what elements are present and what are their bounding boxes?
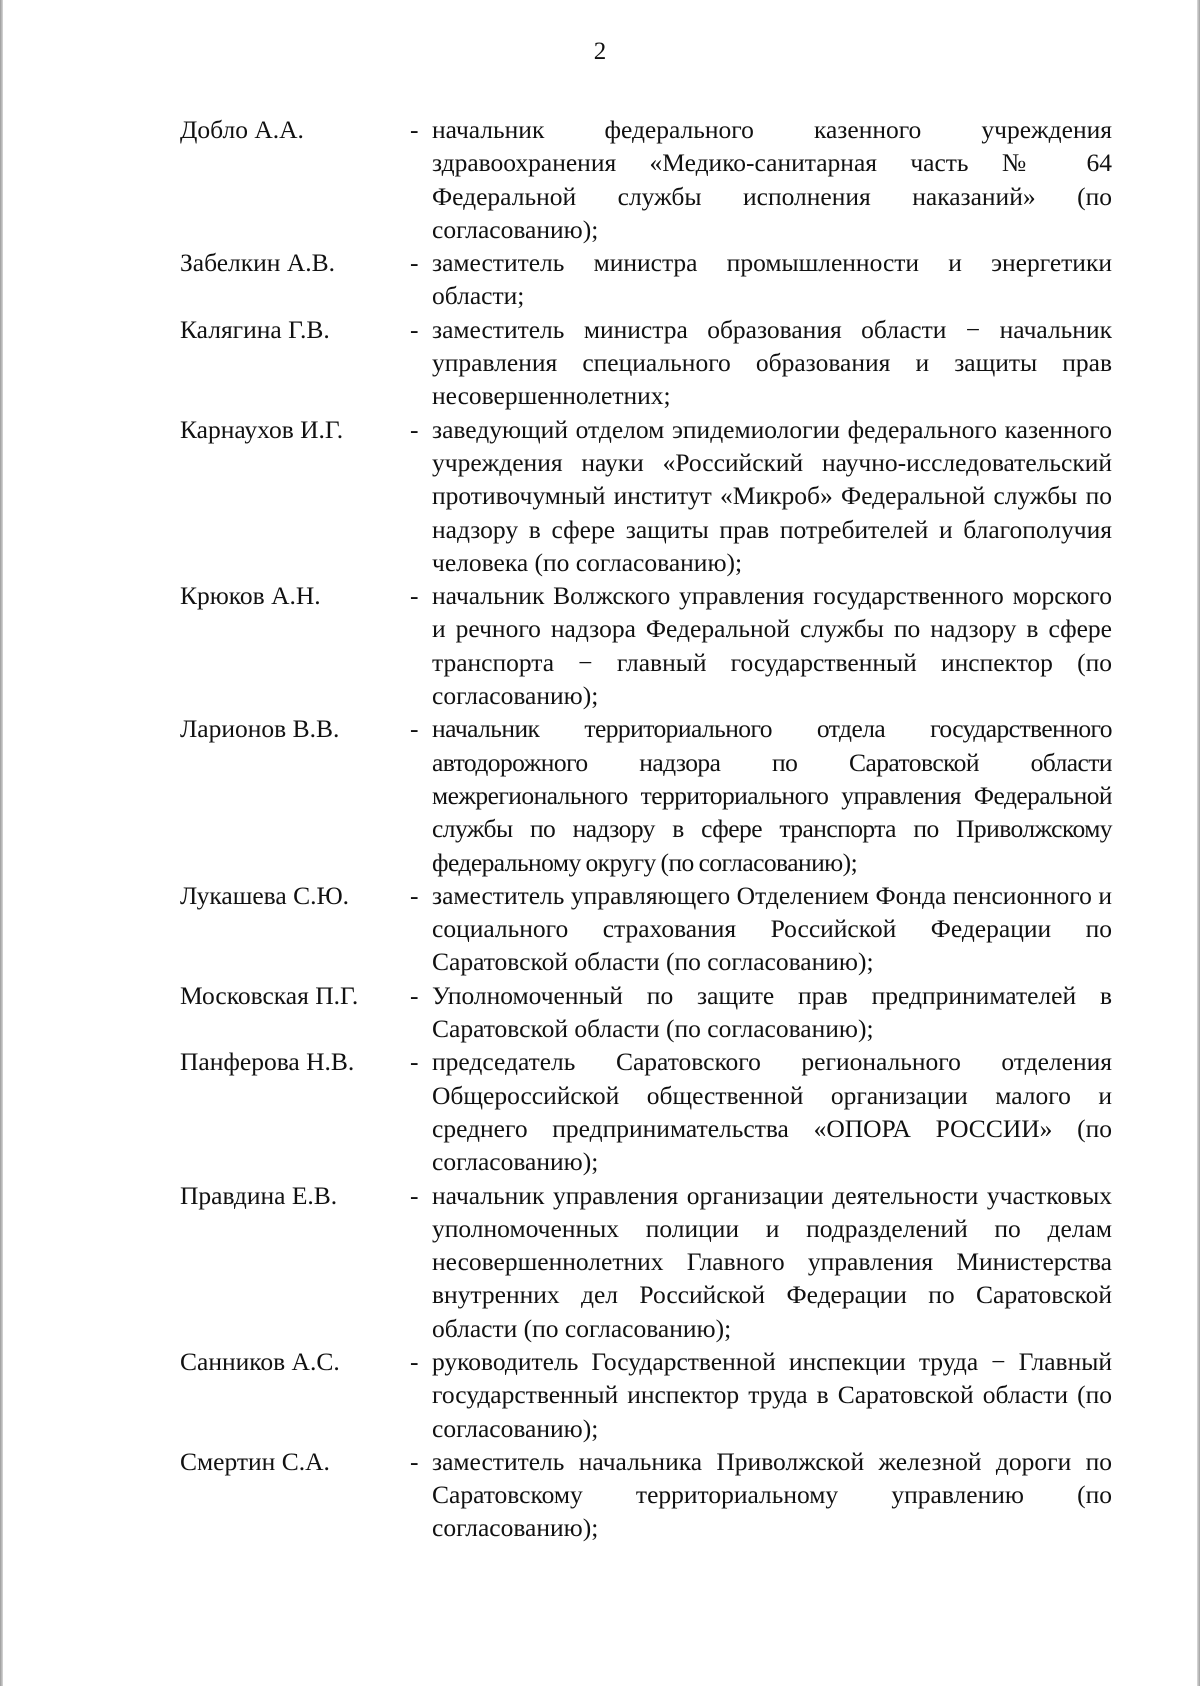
list-item	[180, 979, 1112, 1046]
position-description: начальник федерального казенного учреждения здравоохранения «Медико-санитарная часть № 64 Федеральной службы исполнения наказаний» (по согласованию);	[432, 115, 1112, 244]
person-name: Лукашева С.Ю.	[180, 880, 350, 910]
position-description: заместитель министра промышленности и энергетики области;	[432, 248, 1112, 311]
dash-separator: -	[410, 1446, 419, 1476]
dash-separator: -	[410, 1346, 419, 1376]
position-description: заведующий отделом эпидемиологии федерального казенного учреждения науки «Российский научно-исследовательский противочумный институт «Микроб» Федеральной службы по надзору в сфере защиты прав потребителей и благополучия человека (по согласованию);	[432, 414, 1112, 577]
person-name: Крюков А.Н.	[180, 581, 321, 611]
person-name: Калягина Г.В.	[180, 314, 330, 344]
dash-separator: -	[410, 980, 419, 1010]
dash-separator: -	[410, 414, 419, 444]
person-name: Карнаухов И.Г.	[180, 414, 344, 444]
person-name: Панферова Н.В.	[180, 1047, 355, 1077]
list-item	[180, 246, 1112, 313]
list-item	[180, 1445, 1112, 1545]
person-name: Забелкин А.В.	[180, 248, 336, 278]
dash-separator: -	[410, 1047, 419, 1077]
position-description: руководитель Государственной инспекции труда − Главный государственный инспектор труда в Саратовской области (по согласованию);	[432, 1346, 1112, 1443]
position-description: начальник территориального отдела государственного автодорожного надзора по Саратовской области межрегионального территориального управления Федеральной службы по надзору в сфере транспорта по Приволжскому федеральному округу (по согласованию);	[432, 714, 1112, 877]
list-item	[180, 1179, 1112, 1345]
dash-separator: -	[410, 880, 419, 910]
position-description: заместитель министра образования области − начальник управления специального образования и защиты прав несовершеннолетних;	[432, 314, 1112, 411]
list-item	[180, 1045, 1112, 1178]
list-item	[180, 1345, 1112, 1445]
position-description: председатель Саратовского регионального отделения Общероссийской общественной организации малого и среднего предпринимательства «ОПОРА РОССИИ» (по согласованию);	[432, 1047, 1112, 1177]
dash-separator: -	[410, 314, 419, 344]
person-name: Московская П.Г.	[180, 980, 359, 1010]
list-item	[180, 712, 1112, 878]
list-item	[180, 879, 1112, 979]
dash-separator: -	[410, 248, 419, 278]
dash-separator: -	[410, 714, 419, 744]
person-name: Санников А.С.	[180, 1346, 340, 1376]
scan-edge-left	[0, 0, 3, 1686]
position-description: заместитель начальника Приволжской железной дороги по Саратовскому территориальному управлению (по согласованию);	[432, 1446, 1112, 1543]
position-description: заместитель управляющего Отделением Фонда пенсионного и социального страхования Российской Федерации по Саратовской области (по согласованию);	[432, 880, 1112, 977]
person-name: Смертин С.А.	[180, 1446, 330, 1476]
list-item	[180, 113, 1112, 246]
person-name: Ларионов В.В.	[180, 714, 340, 744]
position-description: начальник Волжского управления государственного морского и речного надзора Федеральной службы по надзору в сфере транспорта − главный государственный инспектор (по согласованию);	[432, 581, 1112, 711]
list-item	[180, 413, 1112, 579]
members-list	[180, 113, 1112, 1545]
page-number: 2	[593, 38, 607, 65]
dash-separator: -	[410, 115, 419, 144]
list-item	[180, 313, 1112, 413]
dash-separator: -	[410, 1180, 419, 1210]
dash-separator: -	[410, 581, 419, 611]
person-name: Добло А.А.	[180, 115, 304, 144]
list-item	[180, 579, 1112, 712]
position-description: начальник управления организации деятельности участковых уполномоченных полиции и подразделений по делам несовершеннолетних Главного управления Министерства внутренних дел Российской Федерации по Саратовской области (по согласованию);	[432, 1180, 1112, 1343]
person-name: Правдина Е.В.	[180, 1180, 338, 1210]
position-description: Уполномоченный по защите прав предпринимателей в Саратовской области (по согласованию);	[432, 980, 1112, 1044]
